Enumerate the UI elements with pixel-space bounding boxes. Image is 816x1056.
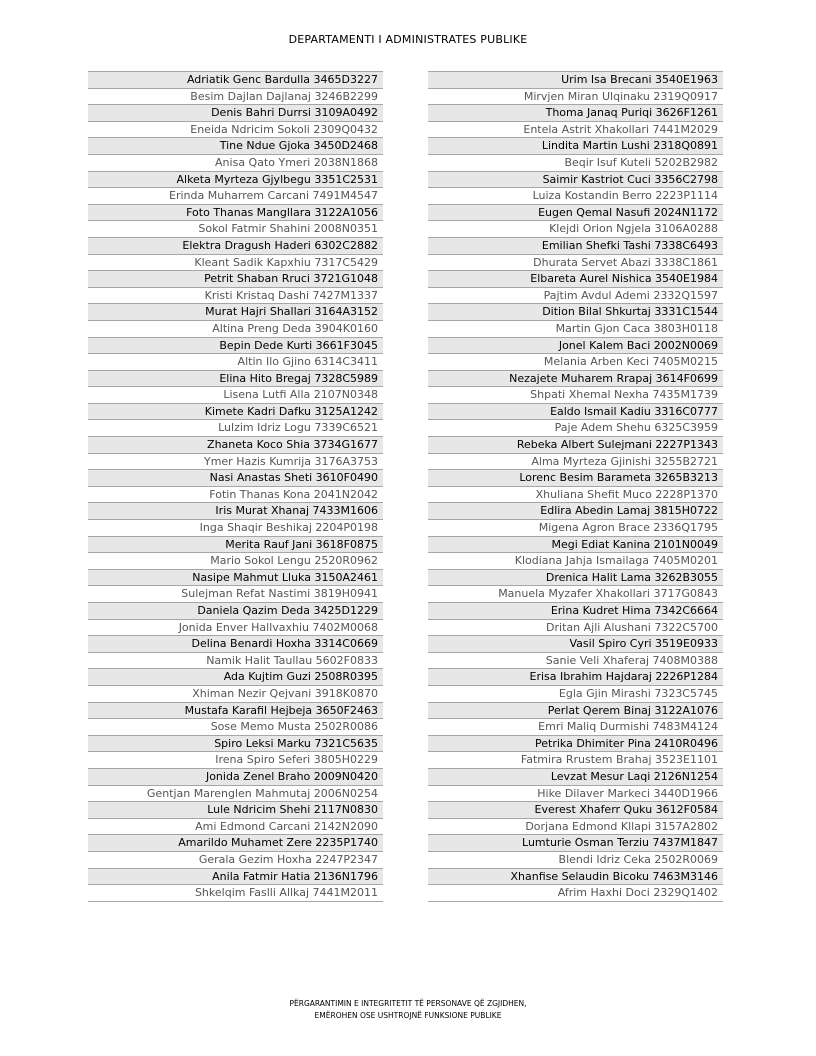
left-name-row: Jonida Enver Hallvaxhiu 7402M0068	[88, 620, 383, 637]
right-name-row: Dhurata Servet Abazi 3338C1861	[428, 255, 723, 272]
right-name-row: Ealdo Ismail Kadiu 3316C0777	[428, 404, 723, 421]
right-name-row: Alma Myrteza Gjinishi 3255B2721	[428, 454, 723, 471]
right-name-row: Xhuliana Shefit Muco 2228P1370	[428, 487, 723, 504]
right-name-row: Rebeka Albert Sulejmani 2227P1343	[428, 437, 723, 454]
left-name-row: Kleant Sadik Kapxhiu 7317C5429	[88, 255, 383, 272]
left-name-row: Anila Fatmir Hatia 2136N1796	[88, 869, 383, 886]
left-name-row: Gerala Gezim Hoxha 2247P2347	[88, 852, 383, 869]
left-name-row: Fotin Thanas Kona 2041N2042	[88, 487, 383, 504]
left-name-row: Denis Bahri Durrsi 3109A0492	[88, 105, 383, 122]
right-name-row: Edlira Abedin Lamaj 3815H0722	[428, 503, 723, 520]
left-name-row: Ami Edmond Carcani 2142N2090	[88, 819, 383, 836]
right-name-row: Perlat Qerem Binaj 3122A1076	[428, 703, 723, 720]
left-name-row: Sulejman Refat Nastimi 3819H0941	[88, 586, 383, 603]
right-name-row: Lorenc Besim Barameta 3265B3213	[428, 470, 723, 487]
right-name-row: Thoma Janaq Puriqi 3626F1261	[428, 105, 723, 122]
left-name-row: Elektra Dragush Haderi 6302C2882	[88, 238, 383, 255]
left-name-row: Nasi Anastas Sheti 3610F0490	[88, 470, 383, 487]
left-name-row: Lisena Lutfi Alla 2107N0348	[88, 387, 383, 404]
left-name-row: Besim Dajlan Dajlanaj 3246B2299	[88, 89, 383, 106]
left-name-row: Mario Sokol Lengu 2520R0962	[88, 553, 383, 570]
left-name-row: Adriatik Genc Bardulla 3465D3227	[88, 72, 383, 89]
left-name-row: Anisa Qato Ymeri 2038N1868	[88, 155, 383, 172]
left-name-row: Ymer Hazis Kumrija 3176A3753	[88, 454, 383, 471]
right-name-row: Emilian Shefki Tashi 7338C6493	[428, 238, 723, 255]
right-name-row: Fatmira Rrustem Brahaj 3523E1101	[428, 752, 723, 769]
left-name-row: Shkelqim Faslli Allkaj 7441M2011	[88, 885, 383, 902]
left-name-row: Spiro Leksi Marku 7321C5635	[88, 736, 383, 753]
left-name-row: Ada Kujtim Guzi 2508R0395	[88, 669, 383, 686]
right-name-row: Egla Gjin Mirashi 7323C5745	[428, 686, 723, 703]
right-name-row: Megi Ediat Kanina 2101N0049	[428, 537, 723, 554]
left-name-row: Altina Preng Deda 3904K0160	[88, 321, 383, 338]
right-name-column	[428, 71, 723, 902]
left-name-row: Elina Hito Bregaj 7328C5989	[88, 371, 383, 388]
left-name-row: Daniela Qazim Deda 3425D1229	[88, 603, 383, 620]
right-name-row: Afrim Haxhi Doci 2329Q1402	[428, 885, 723, 902]
right-name-row: Manuela Myzafer Xhakollari 3717G0843	[428, 586, 723, 603]
right-name-row: Erisa Ibrahim Hajdaraj 2226P1284	[428, 669, 723, 686]
right-name-row: Dritan Ajli Alushani 7322C5700	[428, 620, 723, 637]
right-name-row: Beqir Isuf Kuteli 5202B2982	[428, 155, 723, 172]
left-name-row: Merita Rauf Jani 3618F0875	[88, 537, 383, 554]
left-name-row: Foto Thanas Mangllara 3122A1056	[88, 205, 383, 222]
right-name-row: Eugen Qemal Nasufi 2024N1172	[428, 205, 723, 222]
right-name-row: Luiza Kostandin Berro 2223P1114	[428, 188, 723, 205]
left-name-row: Erinda Muharrem Carcani 7491M4547	[88, 188, 383, 205]
right-name-row: Klejdi Orion Ngjela 3106A0288	[428, 221, 723, 238]
right-name-row: Blendi Idriz Ceka 2502R0069	[428, 852, 723, 869]
right-name-row: Everest Xhaferr Quku 3612F0584	[428, 802, 723, 819]
right-name-row: Paje Adem Shehu 6325C3959	[428, 420, 723, 437]
right-name-row: Pajtim Avdul Ademi 2332Q1597	[428, 288, 723, 305]
right-name-row: Petrika Dhimiter Pina 2410R0496	[428, 736, 723, 753]
left-name-row: Sose Memo Musta 2502R0086	[88, 719, 383, 736]
left-name-row: Lule Ndricim Shehi 2117N0830	[88, 802, 383, 819]
right-name-row: Hike Dilaver Markeci 3440D1966	[428, 786, 723, 803]
right-name-row: Shpati Xhemal Nexha 7435M1739	[428, 387, 723, 404]
right-name-row: Jonel Kalem Baci 2002N0069	[428, 338, 723, 355]
right-name-row: Drenica Halit Lama 3262B3055	[428, 570, 723, 587]
left-name-row: Mustafa Karafil Hejbeja 3650F2463	[88, 703, 383, 720]
right-name-row: Melania Arben Keci 7405M0215	[428, 354, 723, 371]
left-name-row: Murat Hajri Shallari 3164A3152	[88, 304, 383, 321]
left-name-row: Sokol Fatmir Shahini 2008N0351	[88, 221, 383, 238]
right-name-row: Klodiana Jahja Ismailaga 7405M0201	[428, 553, 723, 570]
left-name-row: Alketa Myrteza Gjylbegu 3351C2531	[88, 172, 383, 189]
left-name-row: Gentjan Marenglen Mahmutaj 2006N0254	[88, 786, 383, 803]
right-name-row: Sanie Veli Xhaferaj 7408M0388	[428, 653, 723, 670]
left-name-row: Altin Ilo Gjino 6314C3411	[88, 354, 383, 371]
left-name-row: Lulzim Idriz Logu 7339C6521	[88, 420, 383, 437]
right-name-row: Levzat Mesur Laqi 2126N1254	[428, 769, 723, 786]
left-name-row: Delina Benardi Hoxha 3314C0669	[88, 636, 383, 653]
left-name-row: Kimete Kadri Dafku 3125A1242	[88, 404, 383, 421]
right-name-row: Dorjana Edmond Kllapi 3157A2802	[428, 819, 723, 836]
right-name-row: Dition Bilal Shkurtaj 3331C1544	[428, 304, 723, 321]
footer-line-1: PËRGARANTIMIN E INTEGRITETIT TË PERSONAVE QË ZGJIDHEN,	[289, 999, 527, 1008]
right-name-row: Entela Astrit Xhakollari 7441M2029	[428, 122, 723, 139]
left-name-column	[88, 71, 383, 902]
right-name-row: Martin Gjon Caca 3803H0118	[428, 321, 723, 338]
right-name-row: Lindita Martin Lushi 2318Q0891	[428, 138, 723, 155]
right-name-row: Nezajete Muharem Rrapaj 3614F0699	[428, 371, 723, 388]
left-name-row: Amarildo Muhamet Zere 2235P1740	[88, 835, 383, 852]
left-name-row: Xhiman Nezir Qejvani 3918K0870	[88, 686, 383, 703]
right-name-row: Migena Agron Brace 2336Q1795	[428, 520, 723, 537]
right-name-row: Mirvjen Miran Ulqinaku 2319Q0917	[428, 89, 723, 106]
left-name-row: Bepin Dede Kurti 3661F3045	[88, 338, 383, 355]
left-name-row: Kristi Kristaq Dashi 7427M1337	[88, 288, 383, 305]
right-name-row: Erina Kudret Hima 7342C6664	[428, 603, 723, 620]
right-name-row: Saimir Kastriot Cuci 3356C2798	[428, 172, 723, 189]
right-name-row: Xhanfise Selaudin Bicoku 7463M3146	[428, 869, 723, 886]
page-title: DEPARTAMENTI I ADMINISTRATES PUBLIKE	[288, 33, 528, 46]
left-name-row: Tine Ndue Gjoka 3450D2468	[88, 138, 383, 155]
left-name-row: Jonida Zenel Braho 2009N0420	[88, 769, 383, 786]
left-name-row: Iris Murat Xhanaj 7433M1606	[88, 503, 383, 520]
left-name-row: Namik Halit Taullau 5602F0833	[88, 653, 383, 670]
left-name-row: Eneida Ndricim Sokoli 2309Q0432	[88, 122, 383, 139]
right-name-row: Lumturie Osman Terziu 7437M1847	[428, 835, 723, 852]
footer-line-2: EMËROHEN OSE USHTROJNË FUNKSIONE PUBLIKE	[314, 1011, 502, 1020]
left-name-row: Nasipe Mahmut Lluka 3150A2461	[88, 570, 383, 587]
right-name-row: Elbareta Aurel Nishica 3540E1984	[428, 271, 723, 288]
left-name-row: Petrit Shaban Rruci 3721G1048	[88, 271, 383, 288]
left-name-row: Irena Spiro Seferi 3805H0229	[88, 752, 383, 769]
footer	[0, 998, 816, 1022]
right-name-row: Emri Maliq Durmishi 7483M4124	[428, 719, 723, 736]
right-name-row: Vasil Spiro Cyri 3519E0933	[428, 636, 723, 653]
left-name-row: Inga Shaqir Beshikaj 2204P0198	[88, 520, 383, 537]
right-name-row: Urim Isa Brecani 3540E1963	[428, 72, 723, 89]
left-name-row: Zhaneta Koco Shia 3734G1677	[88, 437, 383, 454]
